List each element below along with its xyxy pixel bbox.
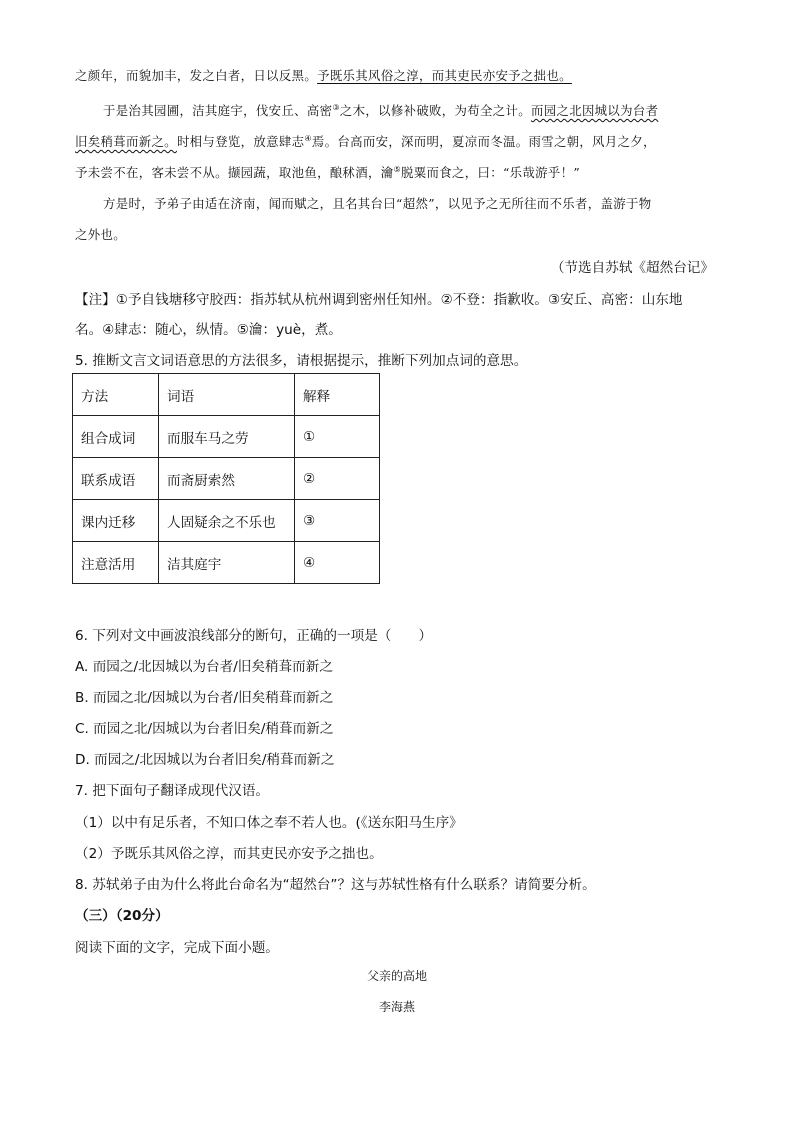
wavy-underlined-text: 旧矣稍葺而新之。 — [75, 134, 177, 149]
table-cell: ④ — [295, 542, 380, 584]
table-row — [73, 458, 380, 500]
table-row — [73, 542, 380, 584]
question-7-stem: 7. 把下面句子翻译成现代汉语。 — [75, 783, 270, 799]
question-7-sentence-1: （1）以中有足乐者，不知口体之奉不若人也。(《送东阳马生序》 — [75, 815, 463, 831]
passage-line-2 — [103, 101, 658, 119]
question-5-table — [72, 373, 380, 584]
question-6-option-c: C. 而园之北/因城以为台者旧矣/稍葺而新之 — [75, 721, 334, 737]
table-cell: 而斋厨索然 — [159, 458, 295, 500]
passage-text: 时相与登览，放意肆志 — [176, 134, 305, 149]
table-cell: 人固疑余之不乐也 — [159, 500, 295, 542]
question-8-stem: 8. 苏轼弟子由为什么将此台命名为“超然台”？这与苏轼性格有什么联系？请简要分析。 — [75, 877, 596, 893]
table-cell: 课内迁移 — [73, 500, 159, 542]
table-cell: 洁其庭宇 — [159, 542, 295, 584]
section-3-instruction: 阅读下面的文字，完成下面小题。 — [75, 940, 279, 956]
passage-line-6: 之外也。 — [75, 227, 126, 242]
underlined-sentence: 予既乐其风俗之淳，而其吏民亦安予之拙也。 — [317, 68, 572, 83]
question-6-option-d: D. 而园之/北因城以为台者旧矣/稍葺而新之 — [75, 752, 335, 768]
passage-text: 之木，以修补破败，为苟全之计。 — [339, 103, 531, 118]
passage-text: 之颜年，而貌加丰，发之白者，日以反黑。 — [75, 68, 318, 83]
table-cell: ① — [295, 416, 380, 458]
wavy-underlined-text: 而园之北因城以为台者 — [530, 103, 659, 118]
table-row — [73, 500, 380, 542]
table-cell: ② — [295, 458, 380, 500]
table-cell: 组合成词 — [73, 416, 159, 458]
reading-title: 父亲的高地 — [366, 969, 427, 983]
passage-line-3 — [75, 132, 656, 150]
question-5-stem: 5. 推断文言文词语意思的方法很多，请根据提示，推断下列加点词的意思。 — [75, 353, 528, 369]
passage-line-1 — [75, 66, 572, 84]
table-cell: 联系成语 — [73, 458, 159, 500]
table-header-cell: 方法 — [73, 374, 159, 416]
question-6-option-b: B. 而园之北/因城以为台者/旧矣稍葺而新之 — [75, 690, 334, 706]
question-7-sentence-2: （2）予既乐其风俗之淳，而其吏民亦安予之拙也。 — [75, 846, 383, 862]
footnote-marker: ④ — [304, 133, 312, 143]
footnote-marker: ⑤ — [393, 164, 402, 174]
passage-text: 脱粟而食之，曰：“乐哉游乎！” — [401, 165, 581, 180]
notes-line-2: 名。④肆志：随心，纵情。⑤瀹：yuè，煮。 — [75, 322, 342, 338]
section-3-heading: （三）（20分） — [75, 908, 169, 924]
notes-line-1: 【注】①予自钱塘移守胶西：指苏轼从杭州调到密州任知州。②不登：指歉收。③安丘、高密：山东地 — [75, 292, 683, 308]
table-header-cell: 解释 — [295, 374, 380, 416]
passage-text: 焉。台高而安，深而明，夏凉而冬温。雨雪之朝，风月之夕， — [311, 134, 656, 149]
table-row — [73, 416, 380, 458]
passage-line-4 — [75, 163, 580, 181]
passage-line-5: 方是时，予弟子由适在济南，闻而赋之，且名其台曰“超然”，以见予之无所往而不乐者，盖游于物 — [103, 196, 652, 211]
reading-author: 李海燕 — [378, 1000, 415, 1014]
table-header-cell: 词语 — [159, 374, 295, 416]
table-header-row — [73, 374, 380, 416]
footnote-marker: ③ — [332, 102, 340, 112]
passage-text: 于是治其园圃，洁其庭宇，伐安丘、高密 — [103, 103, 333, 118]
question-6-stem: 6. 下列对文中画波浪线部分的断句，正确的一项是（ ） — [75, 628, 433, 644]
passage-source: （节选自苏轼《超然台记》 — [550, 260, 714, 276]
question-6-option-a: A. 而园之/北因城以为台者/旧矣稍葺而新之 — [75, 659, 333, 675]
passage-text: 予未尝不在，客未尝不从。撷园蔬，取池鱼，酿秫酒，瀹 — [75, 165, 394, 180]
table-cell: 注意活用 — [73, 542, 159, 584]
table-cell: 而服车马之劳 — [159, 416, 295, 458]
table-cell: ③ — [295, 500, 380, 542]
